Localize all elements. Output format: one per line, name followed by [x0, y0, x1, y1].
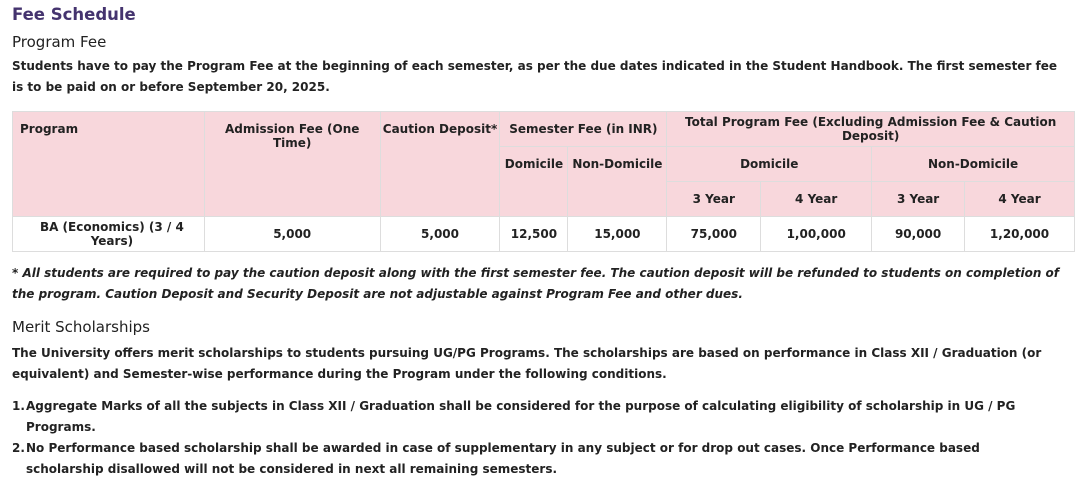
- list-item-number: 2.: [12, 441, 25, 455]
- table-header-row: [13, 112, 1075, 147]
- page-title: Fee Schedule: [12, 5, 136, 24]
- list-item-number: 1.: [12, 399, 25, 413]
- header-domicile-3-year: 3 Year: [667, 182, 761, 217]
- merit-scholarships-heading: Merit Scholarships: [12, 318, 150, 336]
- fee-table: [12, 111, 1075, 252]
- cell-program: BA (Economics) (3 / 4 Years): [13, 217, 205, 252]
- caution-deposit-note: * All students are required to pay the caution deposit along with the first semester fee. The caution deposit will be refunded to students on completion of the program. Caution Deposit and Security Deposit are not adjustable against Program Fee and other dues.: [12, 266, 1060, 301]
- cell-total-domicile-4yr: 1,00,000: [761, 217, 872, 252]
- header-non-domicile-3-year: 3 Year: [872, 182, 965, 217]
- scholarship-conditions-list: [9, 396, 1059, 480]
- header-non-domicile-4-year: 4 Year: [965, 182, 1075, 217]
- header-caution-deposit: Caution Deposit*: [380, 112, 500, 217]
- header-admission-fee: Admission Fee (One Time): [204, 112, 380, 217]
- list-item: [9, 396, 1059, 438]
- cell-caution-deposit: 5,000: [380, 217, 500, 252]
- header-total-non-domicile: Non-Domicile: [872, 147, 1075, 182]
- cell-semester-domicile: 12,500: [500, 217, 568, 252]
- header-semester-fee: Semester Fee (in INR): [500, 112, 667, 147]
- list-item-text: Aggregate Marks of all the subjects in Class XII / Graduation shall be considered for the purpose of calculating eligibility of scholarship in UG / PG Programs.: [26, 399, 1016, 434]
- merit-intro: The University offers merit scholarships to students pursuing UG/PG Programs. The scholarships are based on performance in Class XII / Graduation (or equivalent) and Semester-wise performance during the Program under the following conditions.: [12, 346, 1042, 381]
- header-domicile-4-year: 4 Year: [761, 182, 872, 217]
- list-item: [9, 438, 1059, 480]
- table-row: [13, 217, 1075, 252]
- program-fee-intro: Students have to pay the Program Fee at the beginning of each semester, as per the due dates indicated in the Student Handbook. The first semester fee is to be paid on or before September 20, 2025.: [12, 59, 1058, 94]
- cell-total-non-domicile-3yr: 90,000: [872, 217, 965, 252]
- cell-total-domicile-3yr: 75,000: [667, 217, 761, 252]
- cell-semester-non-domicile: 15,000: [568, 217, 667, 252]
- header-total-domicile: Domicile: [667, 147, 872, 182]
- list-item-text: No Performance based scholarship shall be awarded in case of supplementary in any subject or for drop out cases. Once Performance based scholarship disallowed will not be considered in next all remaining semesters.: [26, 441, 980, 476]
- header-program: Program: [13, 112, 205, 217]
- header-semester-domicile: Domicile: [500, 147, 568, 217]
- cell-total-non-domicile-4yr: 1,20,000: [965, 217, 1075, 252]
- header-total-program-fee: Total Program Fee (Excluding Admission Fee & Caution Deposit): [667, 112, 1075, 147]
- header-semester-non-domicile: Non-Domicile: [568, 147, 667, 217]
- cell-admission-fee: 5,000: [204, 217, 380, 252]
- program-fee-heading: Program Fee: [12, 33, 107, 51]
